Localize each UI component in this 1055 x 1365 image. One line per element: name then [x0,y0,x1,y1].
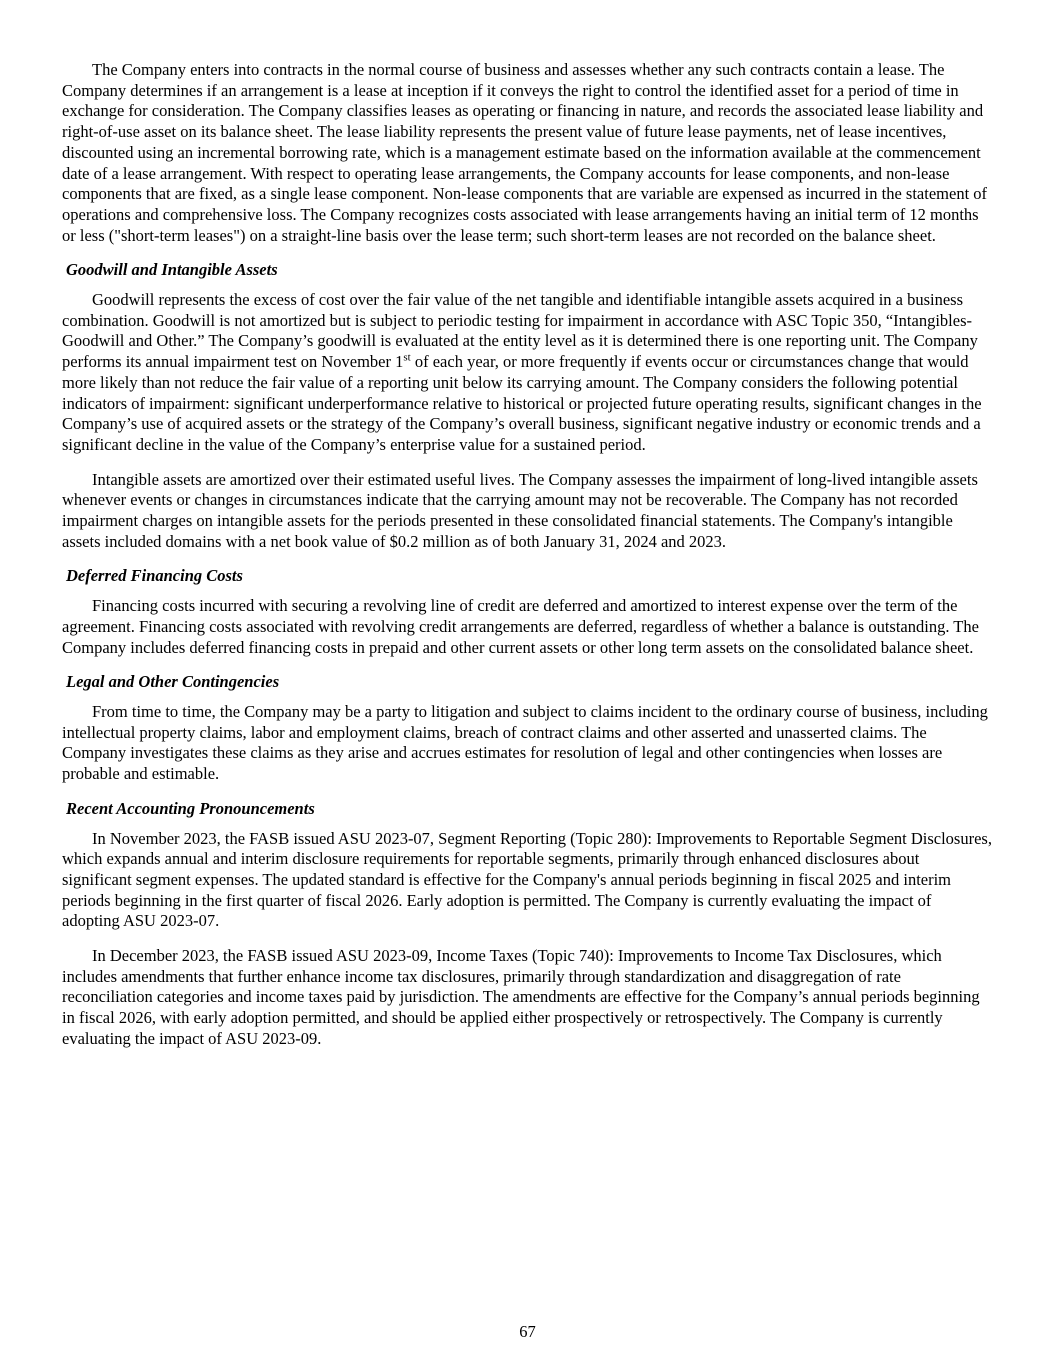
paragraph-litigation: From time to time, the Company may be a party to litigation and subject to claims incident to the ordinary course of business, including intellectual property claims, labor and employment claims, breach of contract claims and other asserted and unasserted claims. The Company investigates these claims as they arise and accrues estimates for resolution of legal and other contingencies when losses are probable and estimable. [62,701,988,784]
paragraph-asu-2023-09: In December 2023, the FASB issued ASU 2023-09, Income Taxes (Topic 740): Improvements to Income Tax Disclosures, which includes amendments that further enhance income tax disclosures, primarily through standardization and disaggregation of rate reconciliation categories and income taxes paid by jurisdiction. The amendments are effective for the Company’s annual periods beginning in fiscal 2026, with early adoption permitted, and should be applied either prospectively or retrospectively. The Company is currently evaluating the impact of ASU 2023-09. [62,946,980,1048]
paragraph-leases: The Company enters into contracts in the normal course of business and assesses whether any such contracts contain a lease. The Company determines if an arrangement is a lease at inception if it conveys the right to control the identified asset for a period of time in exchange for consideration. The Company classifies leases as operating or financing in nature, and records the associated lease liability and right-of-use asset on its balance sheet. The lease liability represents the present value of future lease payments, net of lease incentives, discounted using an incremental borrowing rate, which is a management estimate based on the information available at the commencement date of a lease arrangement. With respect to operating lease arrangements, the Company accounts for lease components, and non-lease components that are fixed, as a single lease component. Non-lease components that are variable are expensed as incurred in the statement of operations and comprehensive loss. The Company recognizes costs associated with lease arrangements having an initial term of 12 months or less ("short-term leases") on a straight-line basis over the lease term; such short-term leases are not recorded on the balance sheet. [62,60,988,245]
paragraph-asu-2023-07: In November 2023, the FASB issued ASU 2023-07, Segment Reporting (Topic 280): Improvements to Reportable Segment Disclosures, which expands annual and interim disclosure requirements for reportable segments, primarily through enhanced disclosures about significant segment expenses. The updated standard is effective for the Company's annual periods beginning in fiscal 2025 and interim periods beginning in the first quarter of fiscal 2026. Early adoption is permitted. The Company is currently evaluating the impact of adopting ASU 2023-07. [62,828,992,931]
paragraph-goodwill-text-before-superscript: Goodwill represents the excess of cost over the fair value of the net tangible and identifiable intangible assets acquired in a business combination. Goodwill is not amortized but is subject to periodic testing for impairment in accordance with ASC Topic 350, “Intangibles-Goodwill and Other.” The Company’s goodwill is evaluated at the entity level as it is determined there is one reporting unit. The Company performs its annual impairment test on November 1 [62,290,978,372]
paragraph-goodwill-text-after-superscript: of each year, or more frequently if events occur or circumstances change that would more likely than not reduce the fair value of a reporting unit below its carrying amount. The Company considers the following potential indicators of impairment: significant underperformance relative to historical or projected future operating results, significant changes in the Company’s use of acquired assets or the strategy of the Company’s overall business, significant negative industry or economic trends and a significant decline in the value of the Company’s enterprise value for a sustained period. [62,352,982,454]
superscript-st: st [403,351,411,364]
paragraph-intangible-assets: Intangible assets are amortized over their estimated useful lives. The Company assesses the impairment of long-lived intangible assets whenever events or changes in circumstances indicate that the carrying amount may not be recoverable. The Company has not recorded impairment charges on intangible assets for the periods presented in these consolidated financial statements. The Company's intangible assets included domains with a net book value of $0.2 million as of both January 31, 2024 and 2023. [62,469,978,551]
paragraph-goodwill [62,290,993,456]
heading-deferred-financing-costs: Deferred Financing Costs [66,566,243,586]
heading-recent-accounting-pronouncements: Recent Accounting Pronouncements [66,798,315,818]
heading-goodwill-and-intangible-assets: Goodwill and Intangible Assets [66,260,278,280]
paragraph-financing-costs: Financing costs incurred with securing a revolving line of credit are deferred and amortized to interest expense over the term of the agreement. Financing costs associated with revolving credit arrangements are deferred, regardless of whether a balance is outstanding. The Company includes deferred financing costs in prepaid and other current assets or other long term assets on the consolidated balance sheet. [62,596,979,657]
page-number: 67 [519,1322,536,1342]
heading-legal-and-other-contingencies: Legal and Other Contingencies [66,672,280,692]
